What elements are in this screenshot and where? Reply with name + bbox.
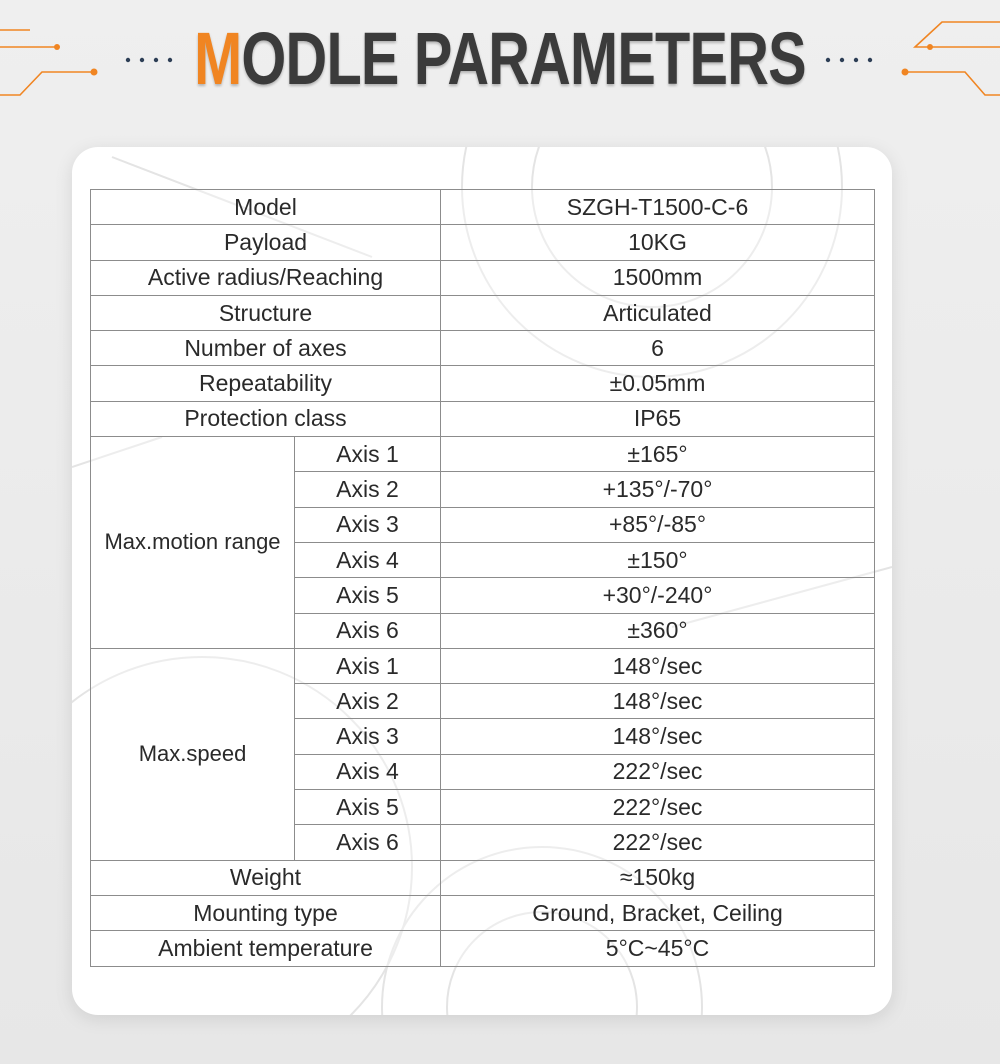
axis-value: +85°/-85° bbox=[441, 507, 875, 542]
spec-card bbox=[72, 147, 892, 1015]
page-title bbox=[110, 17, 890, 100]
row-label: Weight bbox=[91, 860, 441, 895]
table-row bbox=[91, 895, 875, 930]
spec-table bbox=[90, 189, 875, 967]
row-label: Active radius/Reaching bbox=[91, 260, 441, 295]
axis-value: 148°/sec bbox=[441, 684, 875, 719]
row-label: Payload bbox=[91, 225, 441, 260]
row-label: Model bbox=[91, 190, 441, 225]
row-value: IP65 bbox=[441, 401, 875, 436]
axis-value: 222°/sec bbox=[441, 790, 875, 825]
axis-value: 222°/sec bbox=[441, 825, 875, 860]
group-label-max-speed: Max.speed bbox=[91, 648, 295, 860]
table-row bbox=[91, 190, 875, 225]
axis-label: Axis 4 bbox=[295, 542, 441, 577]
axis-value: ±165° bbox=[441, 437, 875, 472]
title-text: ODLE PARAMETERS bbox=[241, 17, 806, 100]
row-label: Repeatability bbox=[91, 366, 441, 401]
table-row bbox=[91, 648, 875, 683]
row-value: 1500mm bbox=[441, 260, 875, 295]
table-row bbox=[91, 437, 875, 472]
row-value: Articulated bbox=[441, 295, 875, 330]
axis-label: Axis 6 bbox=[295, 825, 441, 860]
table-row bbox=[91, 295, 875, 330]
row-label: Mounting type bbox=[91, 895, 441, 930]
row-value: 5°C~45°C bbox=[441, 931, 875, 966]
axis-label: Axis 6 bbox=[295, 613, 441, 648]
axis-value: +30°/-240° bbox=[441, 578, 875, 613]
axis-label: Axis 5 bbox=[295, 790, 441, 825]
table-row bbox=[91, 401, 875, 436]
row-value: Ground, Bracket, Ceiling bbox=[441, 895, 875, 930]
title-accent-letter: M bbox=[194, 17, 242, 100]
table-row bbox=[91, 931, 875, 966]
row-value: SZGH-T1500-C-6 bbox=[441, 190, 875, 225]
axis-value: ±150° bbox=[441, 542, 875, 577]
group-label-motion-range: Max.motion range bbox=[91, 437, 295, 649]
axis-value: 148°/sec bbox=[441, 719, 875, 754]
row-value: ≈150kg bbox=[441, 860, 875, 895]
row-value: 6 bbox=[441, 331, 875, 366]
row-label: Protection class bbox=[91, 401, 441, 436]
axis-label: Axis 5 bbox=[295, 578, 441, 613]
axis-label: Axis 2 bbox=[295, 684, 441, 719]
axis-value: +135°/-70° bbox=[441, 472, 875, 507]
row-value: ±0.05mm bbox=[441, 366, 875, 401]
axis-label: Axis 1 bbox=[295, 648, 441, 683]
row-label: Ambient temperature bbox=[91, 931, 441, 966]
axis-value: ±360° bbox=[441, 613, 875, 648]
axis-value: 148°/sec bbox=[441, 648, 875, 683]
axis-label: Axis 3 bbox=[295, 507, 441, 542]
axis-value: 222°/sec bbox=[441, 754, 875, 789]
table-row bbox=[91, 331, 875, 366]
axis-label: Axis 1 bbox=[295, 437, 441, 472]
axis-label: Axis 4 bbox=[295, 754, 441, 789]
row-value: 10KG bbox=[441, 225, 875, 260]
row-label: Number of axes bbox=[91, 331, 441, 366]
axis-label: Axis 3 bbox=[295, 719, 441, 754]
axis-label: Axis 2 bbox=[295, 472, 441, 507]
table-row bbox=[91, 260, 875, 295]
table-row bbox=[91, 860, 875, 895]
table-row bbox=[91, 366, 875, 401]
row-label: Structure bbox=[91, 295, 441, 330]
table-row bbox=[91, 225, 875, 260]
